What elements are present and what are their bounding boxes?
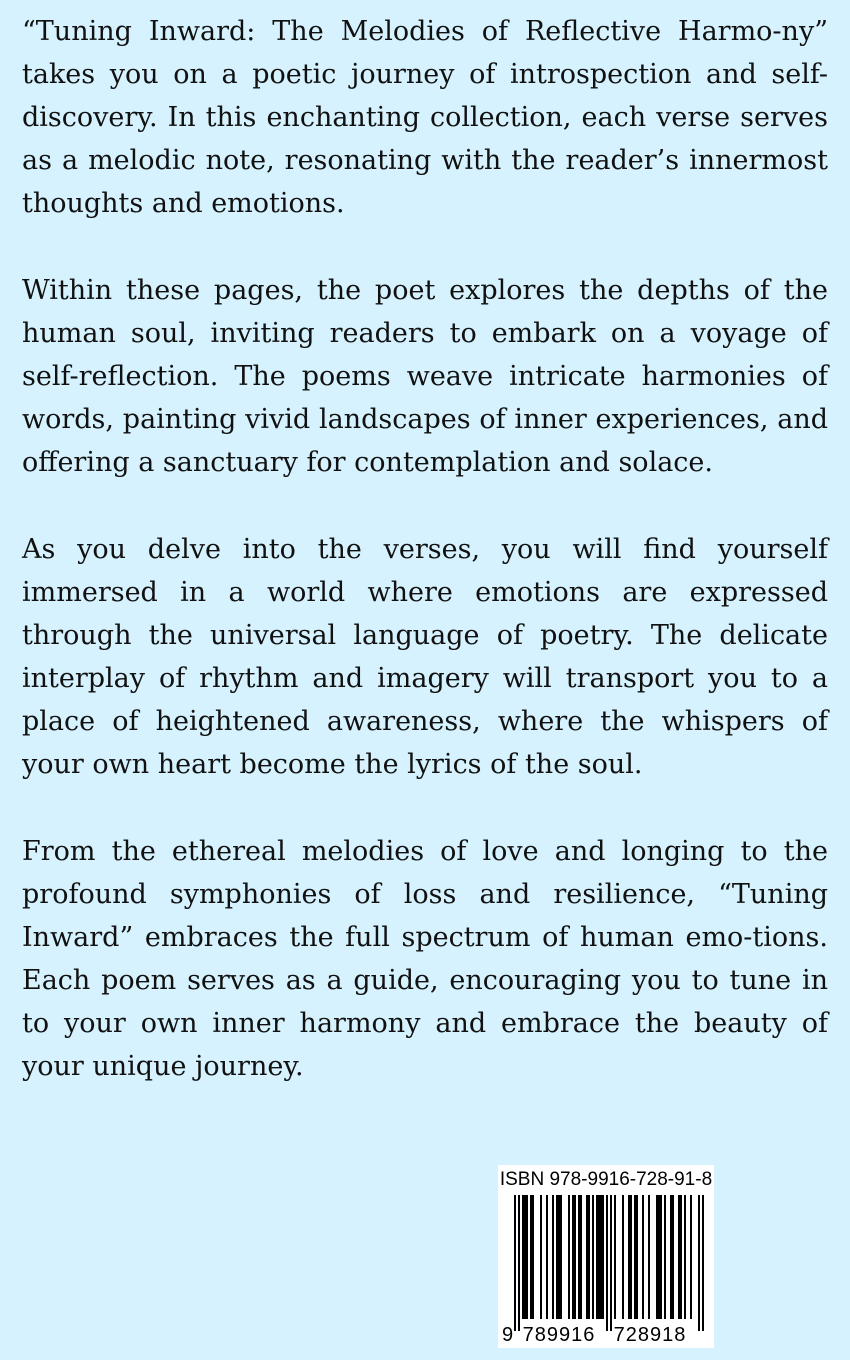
barcode-bar xyxy=(522,1195,524,1319)
barcode-bar xyxy=(670,1195,672,1319)
barcode-bar xyxy=(556,1195,558,1319)
barcode-bar xyxy=(588,1195,590,1319)
blurb-paragraph-4: From the ethereal melodies of love and longing to the profound symphonies of loss and resilience, “Tuning Inward” embraces the full spectrum of human emo-tions. Each poem serves as a guide, encouraging you to tune in to your own inner harmony and embrace the beauty of your unique journey. xyxy=(22,836,828,1082)
barcode-bar xyxy=(628,1195,630,1319)
barcode-bar xyxy=(634,1195,636,1319)
barcode-bar xyxy=(530,1195,532,1319)
barcode-bars xyxy=(514,1195,704,1331)
barcode-bar xyxy=(630,1195,632,1319)
barcode-bar xyxy=(526,1195,528,1319)
barcode-bar xyxy=(656,1195,658,1319)
barcode-bar xyxy=(648,1195,650,1319)
barcode-bar xyxy=(540,1195,542,1319)
barcode-bar xyxy=(658,1195,660,1319)
barcode-bar xyxy=(532,1195,534,1319)
barcode-bar xyxy=(578,1195,580,1319)
barcode-bar xyxy=(680,1195,682,1319)
barcode-left-digits: 789916 xyxy=(522,1324,596,1346)
barcode-bar xyxy=(660,1195,662,1319)
barcode-bar xyxy=(560,1195,562,1319)
barcode-bar xyxy=(592,1195,594,1319)
barcode-bar xyxy=(642,1195,644,1319)
barcode-bar xyxy=(574,1195,576,1319)
barcode-bar xyxy=(596,1195,598,1319)
blurb-paragraph-1: “Tuning Inward: The Melodies of Reflective Harmo-ny” takes you on a poetic journey of introspection and self-discovery. In this enchanting collection, each verse serves as a melodic note, resonating with the reader’s innermost thoughts and emotions. xyxy=(22,16,828,219)
barcode-bar xyxy=(580,1195,582,1319)
barcode-bar xyxy=(690,1195,692,1319)
barcode-lead-digit: 9 xyxy=(502,1324,514,1346)
barcode-bar xyxy=(614,1195,616,1319)
isbn-barcode-box xyxy=(498,1165,714,1348)
barcode-icon xyxy=(498,1165,714,1348)
barcode-bar xyxy=(518,1195,520,1331)
barcode-bar xyxy=(702,1195,704,1331)
barcode-bar xyxy=(602,1195,604,1319)
barcode-bar xyxy=(610,1195,612,1331)
barcode-bar xyxy=(684,1195,686,1319)
barcode-bar xyxy=(524,1195,526,1319)
barcode-bar xyxy=(598,1195,600,1319)
barcode-bar xyxy=(558,1195,560,1319)
barcode-bar xyxy=(606,1195,608,1331)
isbn-label: ISBN 978-9916-728-91-8 xyxy=(499,1169,713,1190)
barcode-bar xyxy=(636,1195,638,1319)
barcode-bar xyxy=(698,1195,700,1331)
barcode-bar xyxy=(622,1195,624,1319)
barcode-bar xyxy=(514,1195,516,1331)
blurb-paragraph-2: Within these pages, the poet explores the depths of the human soul, inviting readers to embark on a voyage of self-reflection. The poems weave intricate harmonies of words, painting vivid landscapes of inner experiences, and offering a sanctuary for contemplation and solace. xyxy=(22,275,828,478)
barcode-bar xyxy=(672,1195,674,1319)
barcode-bar xyxy=(600,1195,602,1319)
blurb-text xyxy=(22,10,828,1132)
barcode-bar xyxy=(586,1195,588,1319)
blurb-paragraph-3: As you delve into the verses, you will find yourself immersed in a world where emotions are expressed through the universal language of poetry. The delicate interplay of rhythm and imagery will transport you to a place of heightened awareness, where the whispers of your own heart become the lyrics of the soul. xyxy=(22,534,828,780)
barcode-bar xyxy=(568,1195,570,1319)
barcode-bar xyxy=(546,1195,548,1319)
barcode-bar xyxy=(552,1195,554,1319)
barcode-bar xyxy=(678,1195,680,1319)
barcode-bar xyxy=(664,1195,666,1319)
barcode-bar xyxy=(572,1195,574,1319)
barcode-right-digits: 728918 xyxy=(613,1324,687,1346)
